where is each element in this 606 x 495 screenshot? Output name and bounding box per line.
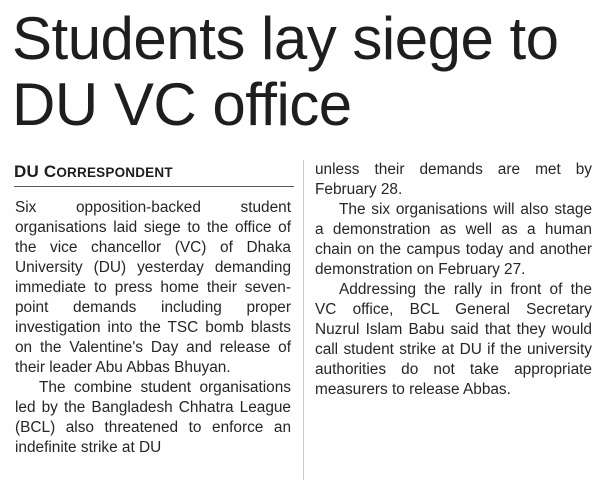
byline-smallcaps: ORRESPONDENT bbox=[56, 165, 173, 180]
column-divider bbox=[303, 160, 304, 480]
byline-initial: DU C bbox=[14, 162, 57, 181]
byline bbox=[14, 162, 173, 182]
paragraph-2: The combine student organisations led by the Bangladesh Chhatra League (BCL) also threatened to enforce an indefinite strike at DU bbox=[15, 379, 291, 456]
paragraph-1: Six opposition-backed student organisations laid siege to the office of the vice chancellor (VC) of Dhaka University (DU) yesterday demanding immediate to press home their seven- point demands including proper investigation into the TSC bomb blasts on the Valentine's Day and release of their leader Abu Abbas Bhuyan. bbox=[15, 199, 291, 376]
paragraph-3: The six organisations will also stage a demonstration as well as a human chain on the campus today and another demonstration on February 27. bbox=[315, 201, 592, 278]
paragraph-2-continued: unless their demands are met by February 28. bbox=[315, 161, 592, 198]
column-2 bbox=[315, 160, 592, 400]
column-1 bbox=[15, 198, 291, 458]
paragraph-4: Addressing the rally in front of the VC office, BCL General Secretary Nuzrul Islam Babu said that they would call student strike at DU if the university authorities do not take appropriate measurers to release Abbas. bbox=[315, 281, 592, 398]
byline-rule bbox=[14, 186, 294, 187]
headline: Students lay siege to DU VC office bbox=[12, 5, 559, 138]
